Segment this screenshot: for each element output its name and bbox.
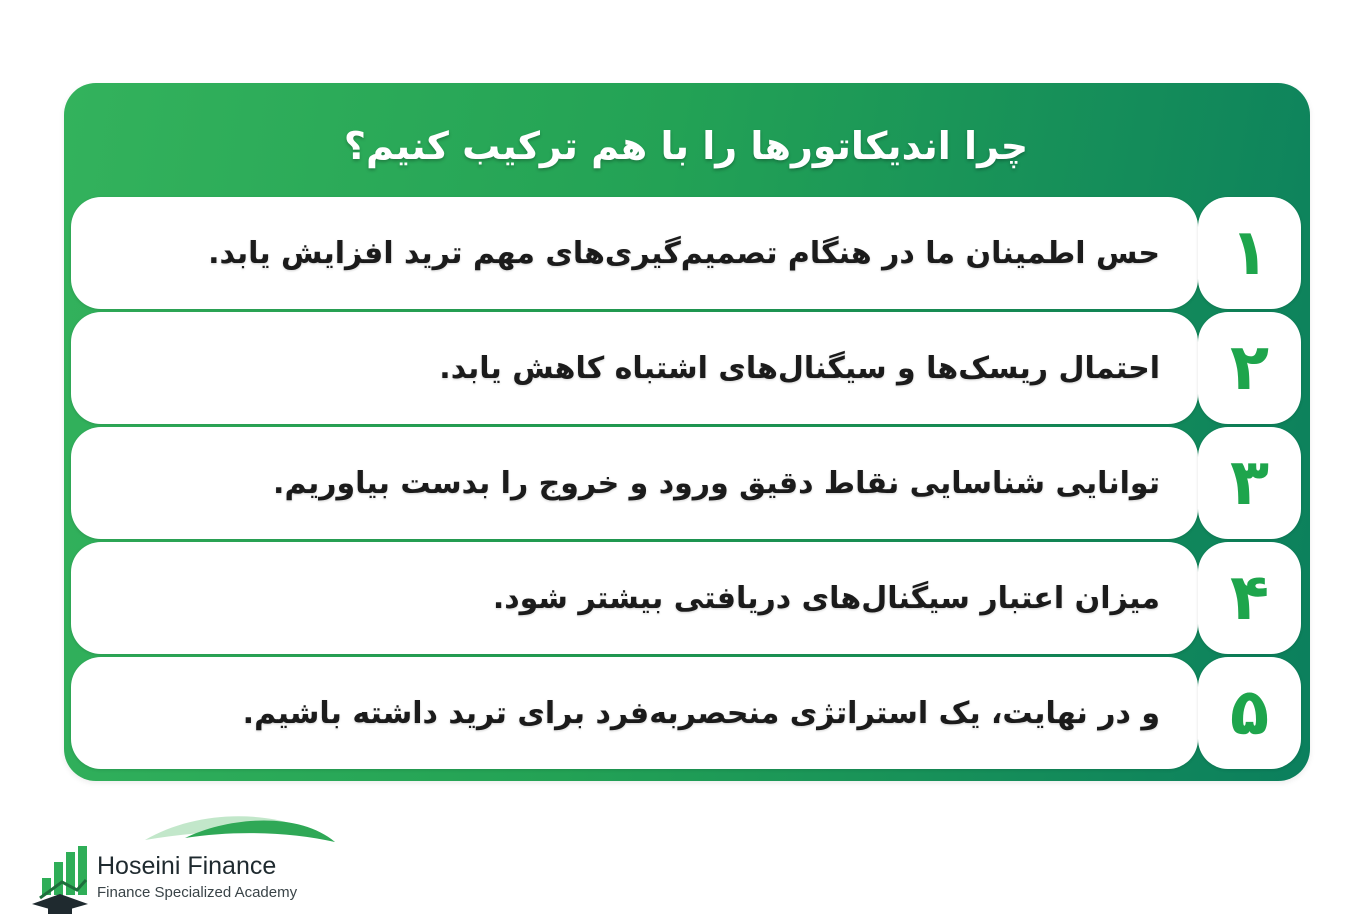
brand-name: Hoseini Finance <box>97 852 277 880</box>
item-number: ۳ <box>1229 446 1270 520</box>
item-text: و در نهایت، یک استراتژی منحصربه‌فرد برای ترید داشته باشیم. <box>242 695 1160 731</box>
list-item <box>71 312 1301 424</box>
item-number-box <box>1198 657 1301 769</box>
item-number: ۲ <box>1229 331 1270 405</box>
item-text: حس اطمینان ما در هنگام تصمیم‌گیری‌های مهم ترید افزایش یابد. <box>208 235 1160 271</box>
item-text-box <box>71 312 1198 424</box>
list-item <box>71 657 1301 769</box>
item-text-box <box>71 197 1198 309</box>
list-item <box>71 542 1301 654</box>
item-number-box <box>1198 542 1301 654</box>
list-item <box>71 427 1301 539</box>
item-number-box <box>1198 312 1301 424</box>
list-item <box>71 197 1301 309</box>
item-text: میزان اعتبار سیگنال‌های دریافتی بیشتر شود. <box>492 580 1160 616</box>
item-text: احتمال ریسک‌ها و سیگنال‌های اشتباه کاهش یابد. <box>439 350 1160 386</box>
card-title: چرا اندیکاتورها را با هم ترکیب کنیم؟ <box>343 124 1029 168</box>
item-number-box <box>1198 427 1301 539</box>
item-number: ۱ <box>1229 216 1270 290</box>
item-number: ۵ <box>1229 676 1270 750</box>
item-number: ۴ <box>1229 561 1270 635</box>
item-text-box <box>71 427 1198 539</box>
item-text-box <box>71 542 1198 654</box>
item-text: توانایی شناسایی نقاط دقیق ورود و خروج را بدست بیاوریم. <box>273 465 1160 501</box>
brand-tagline: Finance Specialized Academy <box>97 884 298 901</box>
item-number-box <box>1198 197 1301 309</box>
item-text-box <box>71 657 1198 769</box>
